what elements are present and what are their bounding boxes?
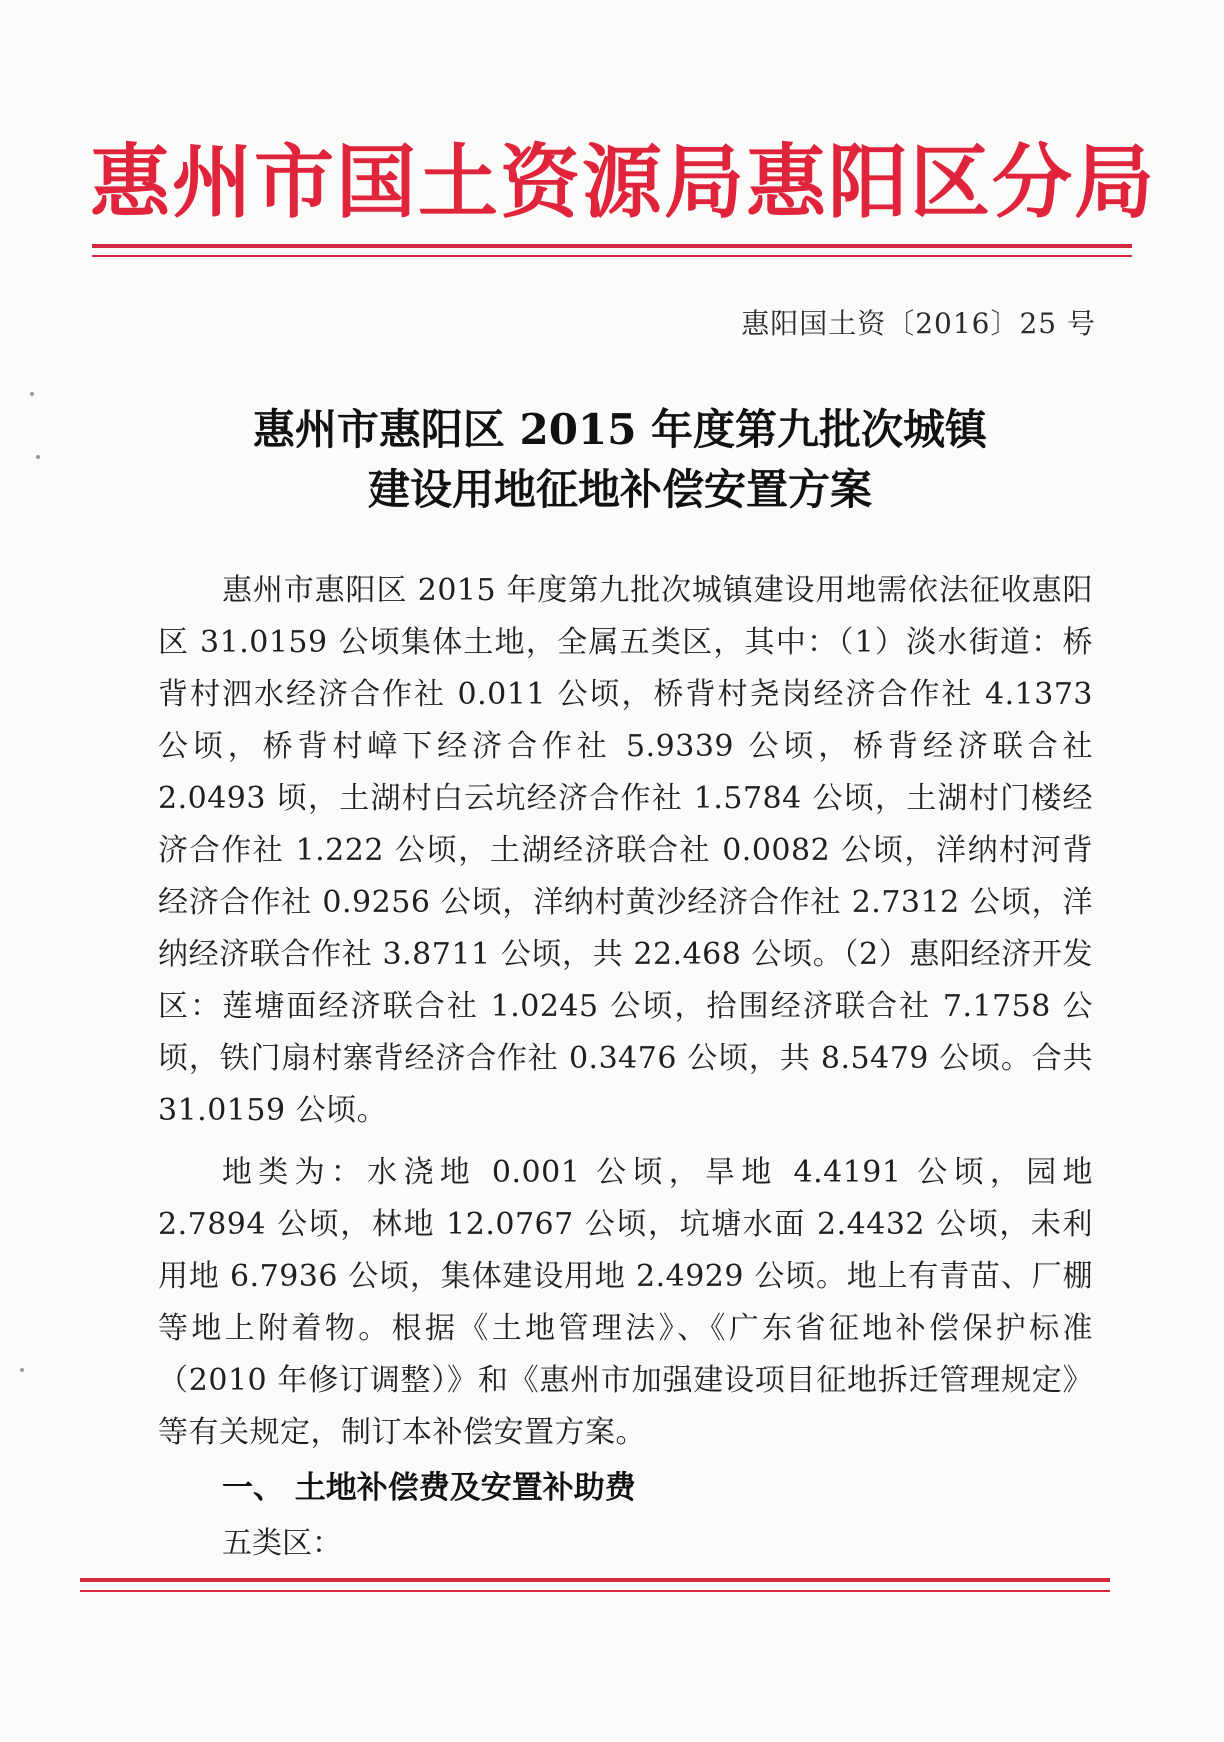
- document-number: 惠阳国土资〔2016〕25 号: [741, 307, 1096, 340]
- letterhead-rule-thick: [92, 244, 1132, 248]
- zone-subheading: 五类区：: [222, 1526, 342, 1561]
- organization-letterhead: 惠州市国土资源局惠阳区分局: [90, 135, 1156, 229]
- letterhead-rule-thin: [92, 255, 1132, 257]
- scan-speck: [36, 455, 40, 459]
- footer-rule-thick: [80, 1578, 1110, 1582]
- section-heading-compensation: 一、 土地补偿费及安置补助费: [222, 1470, 636, 1506]
- document-title-line1: 惠州市惠阳区 2015 年度第九批次城镇: [252, 405, 988, 454]
- footer-rule-thin: [80, 1590, 1110, 1592]
- scan-speck: [30, 392, 34, 396]
- document-title-line2: 建设用地征地补偿安置方案: [367, 465, 872, 514]
- scan-speck: [20, 1368, 24, 1372]
- paragraph-land-scope: 惠州市惠阳区 2015 年度第九批次城镇建设用地需依法征收惠阳区 31.0159 公顷集体土地，全属五类区，其中：（1）淡水街道：桥背村泗水经济合作社 0.011 公顷，桥背村尧岗经济合作社 4.1373 公顷，桥背村嶂下经济合作社 5.9339 公顷，桥背经济联合社 2.0493 顷，土湖村白云坑经济合作社 1.5784 公顷，土湖村门楼经济合作社 1.222 公顷，土湖经济联合社 0.0082 公顷，洋纳村河背经济合作社 0.9256 公顷，洋纳村黄沙经济合作社 2.7312 公顷，洋纳经济联合作社 3.8711 公顷，共 22.468 公顷。（2）惠阳经济开发区：莲塘面经济联合社 1.0245 公顷，拾围经济联合社 7.1758 公顷，铁门扇村寨背经济合作社 0.3476 公顷，共 8.5479 公顷。合共 31.0159 公顷。: [158, 573, 1093, 1128]
- paragraph-land-types: 地类为：水浇地 0.001 公顷，旱地 4.4191 公顷，园地 2.7894 公顷，林地 12.0767 公顷，坑塘水面 2.4432 公顷，未利用地 6.7936 公顷，集体建设用地 2.4929 公顷。地上有青苗、厂棚等地上附着物。根据《土地管理法》、《广东省征地补偿保护标准（2010 年修订调整）》和《惠州市加强建设项目征地拆迁管理规定》等有关规定，制订本补偿安置方案。: [158, 1155, 1093, 1450]
